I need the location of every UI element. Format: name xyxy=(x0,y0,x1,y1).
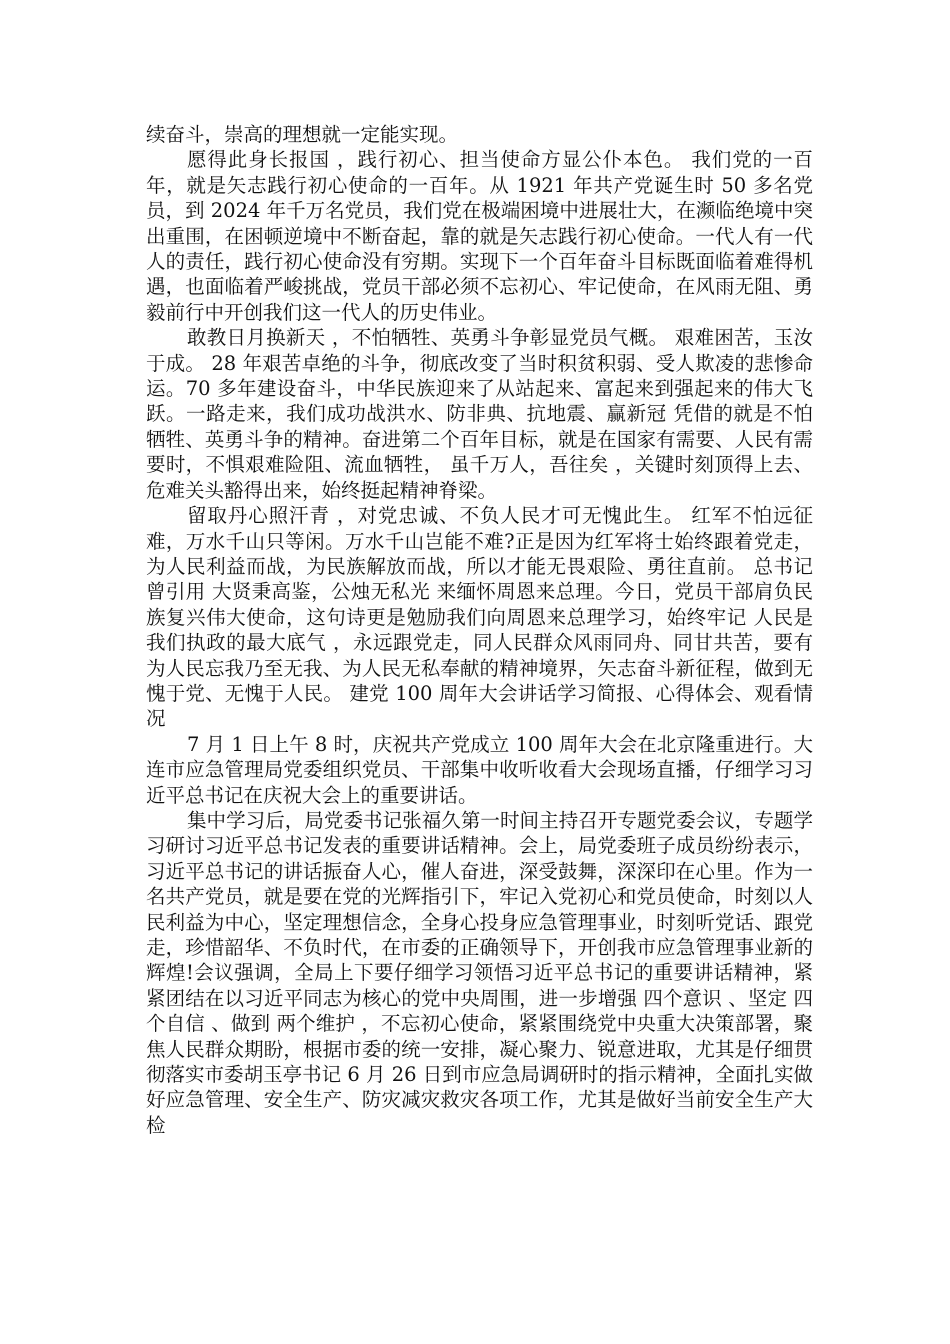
paragraph-3: 敢教日月换新天 ，不怕牺牲、英勇斗争彰显党员气概。 艰难困苦，玉汝于成。 28 年艰苦卓绝的斗争，彻底改变了当时积贫积弱、受人欺凌的悲惨命运。70 多年建设奋斗，中华民族迎来了从站起来、富起来到强起来的伟大飞跃。一路走来，我们成功战洪水、防非典、抗地震、赢新冠 凭借的就是不怕牺牲、英勇斗争的精神。奋进第二个百年目标，就是在国家有需要、人民有需要时，不惧艰难险阻、流血牺牲， 虽千万人，吾往矣 ，关键时刻顶得上去、危难关头豁得出来，始终挺起精神脊梁。 xyxy=(146,326,813,502)
paragraph-2: 愿得此身长报国 ，践行初心、担当使命方显公仆本色。 我们党的一百年，就是矢志践行初心使命的一百年。从 1921 年共产党诞生时 50 多名党员，到 2024 年千万名党员，我们党在极端困境中进展壮大，在濒临绝境中突出重围，在困顿逆境中不断奋起，靠的就是矢志践行初心使命。一代人有一代人的责任，践行初心使命没有穷期。实现下一个百年奋斗目标既面临着难得机遇，也面临着严峻挑战，党员干部必须不忘初心、牢记使命，在风雨无阻、勇毅前行中开创我们这一代人的历史伟业。 xyxy=(146,148,813,324)
paragraph-6: 集中学习后，局党委书记张福久第一时间主持召开专题党委会议，专题学习研讨习近平总书记发表的重要讲话精神。会上，局党委班子成员纷纷表示，习近平总书记的讲话振奋人心，催人奋进，深受鼓舞，深深印在心里。作为一名共产党员，就是要在党的光辉指引下，牢记入党初心和党员使命，时刻以人民利益为中心，坚定理想信念，全身心投身应急管理事业，时刻听党话、跟党走，珍惜韶华、不负时代，在市委的正确领导下，开创我市应急管理事业新的辉煌!会议强调，全局上下要仔细学习领悟习近平总书记的重要讲话精神，紧紧团结在以习近平同志为核心的党中央周围，进一步增强 四个意识 、坚定 四个自信 、做到 两个维护 ，不忘初心使命，紧紧围绕党中央重大决策部署，聚焦人民群众期盼，根据市委的统一安排，凝心聚力、锐意进取，尤其是仔细贯彻落实市委胡玉亭书记 6 月 26 日到市应急局调研时的指示精神，全面扎实做好应急管理、安全生产、防灾减灾救灾各项工作，尤其是做好当前安全生产大检 xyxy=(146,808,813,1137)
document-body xyxy=(146,122,813,1138)
paragraph-1: 续奋斗，崇高的理想就一定能实现。 xyxy=(146,123,459,146)
paragraph-4: 留取丹心照汗青 ，对党忠诚、不负人民才可无愧此生。 红军不怕远征难，万水千山只等闲。万水千山岂能不难?正是因为红军将士始终跟着党走，为人民利益而战，为民族解放而战，所以才能无畏艰险、勇往直前。 总书记曾引用 大贤秉高鉴，公烛无私光 来缅怀周恩来总理。今日，党员干部肩负民族复兴伟大使命，这句诗更是勉励我们向周恩来总理学习，始终牢记 人民是我们执政的最大底气 ，永远跟党走，同人民群众风雨同舟、同甘共苦，要有为人民忘我乃至无我、为人民无私奉献的精神境界，矢志奋斗新征程，做到无愧于党、无愧于人民。 建党 100 周年大会讲话学习简报、心得体会、观看情况 xyxy=(146,504,813,731)
paragraph-5: 7 月 1 日上午 8 时，庆祝共产党成立 100 周年大会在北京隆重进行。大连市应急管理局党委组织党员、干部集中收听收看大会现场直播，仔细学习习近平总书记在庆祝大会上的重要讲话。 xyxy=(146,732,813,807)
